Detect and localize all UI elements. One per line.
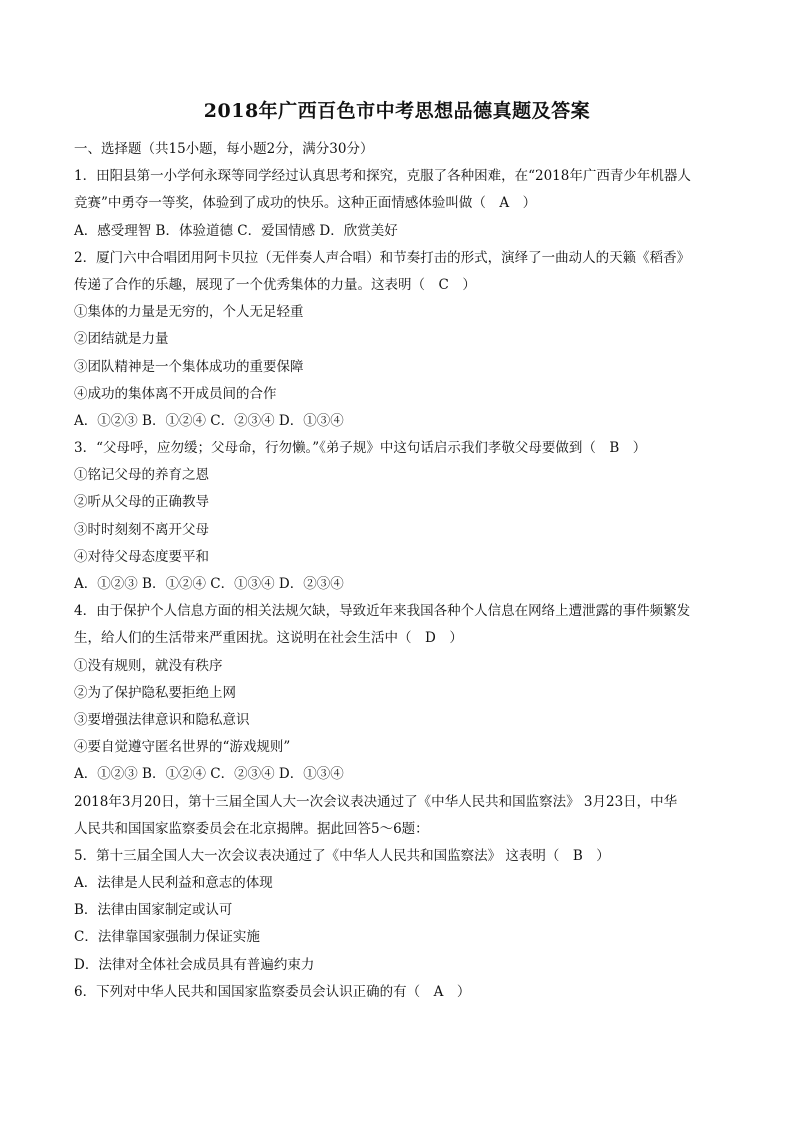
statement-item: ②为了保护隐私要拒绝上网 (74, 684, 236, 701)
statement-item: ④要自觉遵守匿名世界的“游戏规则” (74, 739, 291, 756)
question-options: A．①②③ B．①②④ C．②③④ D．①③④ (74, 766, 344, 783)
statement-item: ①铭记父母的养育之恩 (74, 467, 209, 484)
statement-item: ④对待父母态度要平和 (74, 548, 209, 565)
question-6 (74, 979, 724, 1006)
statement-item: ②团结就是力量 (74, 331, 169, 348)
question-4 (74, 598, 724, 788)
question-stem: 1．田阳县第一小学何永琛等同学经过认真思考和探究，克服了各种困难，在“2018年广西青少年机器人 (74, 168, 691, 185)
question-options: A．①②③ B．①②④ C．①③④ D．②③④ (74, 576, 344, 592)
question-stem: 5．第十三届全国人大一次会议表决通过了《中华人人民共和国监察法》 这表明（ B ） (74, 847, 610, 864)
answer-option-d: D．法律对全体社会成员具有普遍约束力 (74, 956, 315, 973)
question-stem: 竞赛”中勇夺一等奖，体验到了成功的快乐。这种正面情感体验叫做（ A ） (74, 195, 537, 212)
question-5 (74, 843, 724, 979)
statement-item: ④成功的集体离不开成员间的合作 (74, 385, 277, 402)
statement-item: ③时时刻刻不离开父母 (74, 521, 209, 538)
section-heading: 一、选择题（共15小题，每小题2分，满分30分） (74, 141, 374, 157)
statement-item: ②听从父母的正确教导 (74, 494, 209, 511)
question-1 (74, 163, 724, 245)
question-2 (74, 245, 724, 435)
question-options: A．①②③ B．①②④ C．②③④ D．①③④ (74, 412, 344, 429)
question-options: A．感受理智 B．体验道德 C．爱国情感 D．欣赏美好 (74, 222, 398, 239)
answer-option-b: B．法律由国家制定或认可 (74, 902, 233, 919)
statement-item: ①没有规则，就没有秩序 (74, 657, 223, 674)
material-text: 2018年3月20日，第十三届全国人大一次会议表决通过了《中华人民共和国监察法》 3月23日，中华 (74, 793, 678, 810)
statement-item: ③团队精神是一个集体成功的重要保障 (74, 358, 304, 375)
answer-option-a: A．法律是人民利益和意志的体现 (74, 875, 273, 892)
question-stem: 2．厦门六中合唱团用阿卡贝拉（无伴奏人声合唱）和节奏打击的形式，演绎了一曲动人的天籁《稻香》 (74, 249, 691, 266)
statement-item: ①集体的力量是无穷的，个人无足轻重 (74, 304, 304, 321)
reading-material (74, 789, 724, 843)
question-stem: 4．由于保护个人信息方面的相关法规欠缺，导致近年来我国各种个人信息在网络上遭泄露的事件频繁发 (74, 603, 691, 620)
question-stem: 3．“父母呼，应勿缓；父母命，行勿懒。”《弟子规》中这句话启示我们孝敬父母要做到（ B ） (74, 440, 647, 457)
question-3 (74, 435, 724, 598)
question-stem: 6．下列对中华人民共和国国家监察委员会认识正确的有（ A ） (74, 983, 471, 1000)
page-title: 2018年广西百色市中考思想品德真题及答案 (203, 100, 591, 122)
question-stem: 生，给人们的生活带来严重困扰。这说明在社会生活中（ D ） (74, 630, 463, 647)
question-stem: 传递了合作的乐趣，展现了一个优秀集体的力量。这表明（ C ） (74, 276, 476, 293)
statement-item: ③要增强法律意识和隐私意识 (74, 711, 250, 728)
document-body (74, 136, 724, 1006)
answer-option-c: C．法律靠国家强制力保证实施 (74, 929, 260, 946)
material-text: 人民共和国国家监察委员会在北京揭牌。据此回答5～6题： (74, 820, 429, 837)
